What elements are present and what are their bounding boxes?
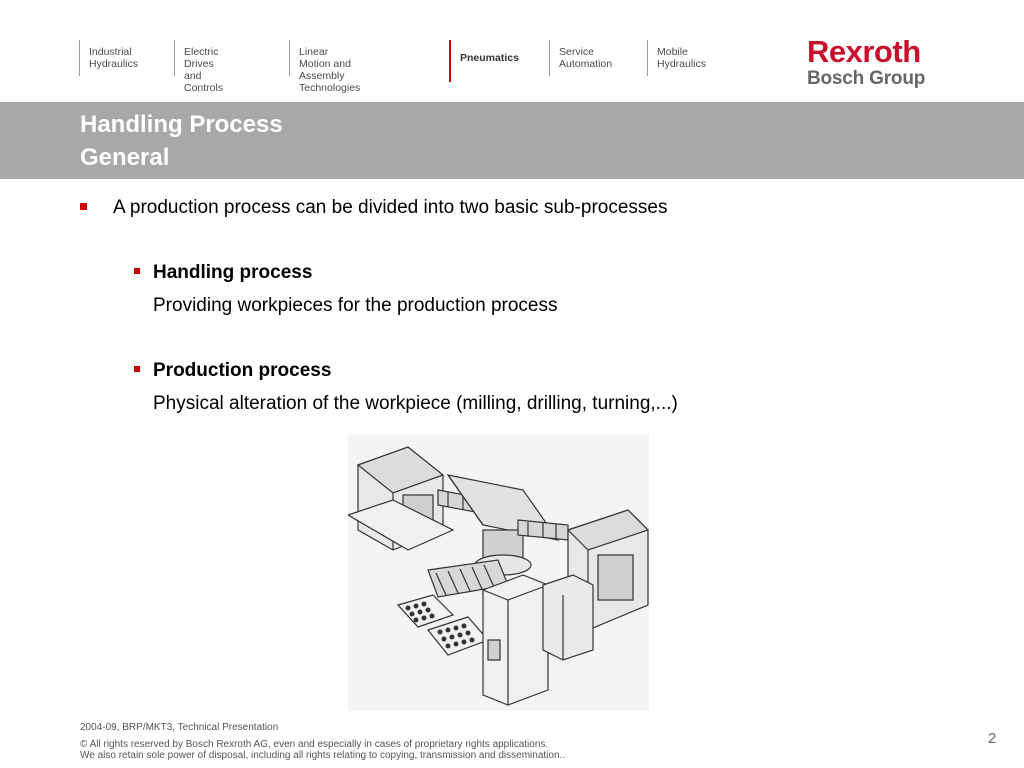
sub-bullet-description: Physical alteration of the workpiece (milling, drilling, turning,...)	[153, 393, 678, 414]
bullet-square-icon	[134, 366, 140, 372]
nav-item-industrial-hydraulics[interactable]: Industrial Hydraulics	[79, 40, 138, 76]
bullet-square-icon	[80, 203, 87, 210]
footer-rights-notice: We also retain sole power of disposal, including all rights relating to copying, transmission and dissemination..	[80, 750, 566, 761]
handling-cell-illustration	[348, 435, 649, 711]
nav-item-pneumatics[interactable]: Pneumatics	[449, 40, 519, 82]
brand-logo	[807, 36, 925, 90]
page-number: 2	[988, 730, 997, 747]
slide-subtitle: General	[80, 144, 170, 171]
bullet-main-text: A production process can be divided into two basic sub-processes	[113, 197, 668, 218]
slide-title: Handling Process	[80, 111, 283, 138]
title-band	[0, 102, 1024, 179]
sub-bullet-description: Providing workpieces for the production process	[153, 295, 558, 316]
footer-presentation-info: 2004-09, BRP/MKT3, Technical Presentation	[80, 722, 279, 733]
bullet-square-icon	[134, 268, 140, 274]
brand-name: Rexroth	[807, 34, 921, 69]
footer-copyright: © All rights reserved by Bosch Rexroth AG, even and especially in cases of proprietary rights applications.	[80, 739, 549, 750]
sub-bullet-heading: Production process	[153, 360, 332, 381]
nav-item-electric-drives[interactable]: Electric Drives and Controls	[174, 40, 223, 76]
nav-item-linear-motion[interactable]: Linear Motion and Assembly Technologies	[289, 40, 360, 76]
sub-bullet-heading: Handling process	[153, 262, 313, 283]
footer	[80, 722, 565, 761]
nav-item-service-automation[interactable]: Service Automation	[549, 40, 612, 76]
nav-item-mobile-hydraulics[interactable]: Mobile Hydraulics	[647, 40, 706, 76]
machine-drawing-icon	[348, 435, 649, 711]
brand-subtitle: Bosch Group	[807, 68, 926, 89]
